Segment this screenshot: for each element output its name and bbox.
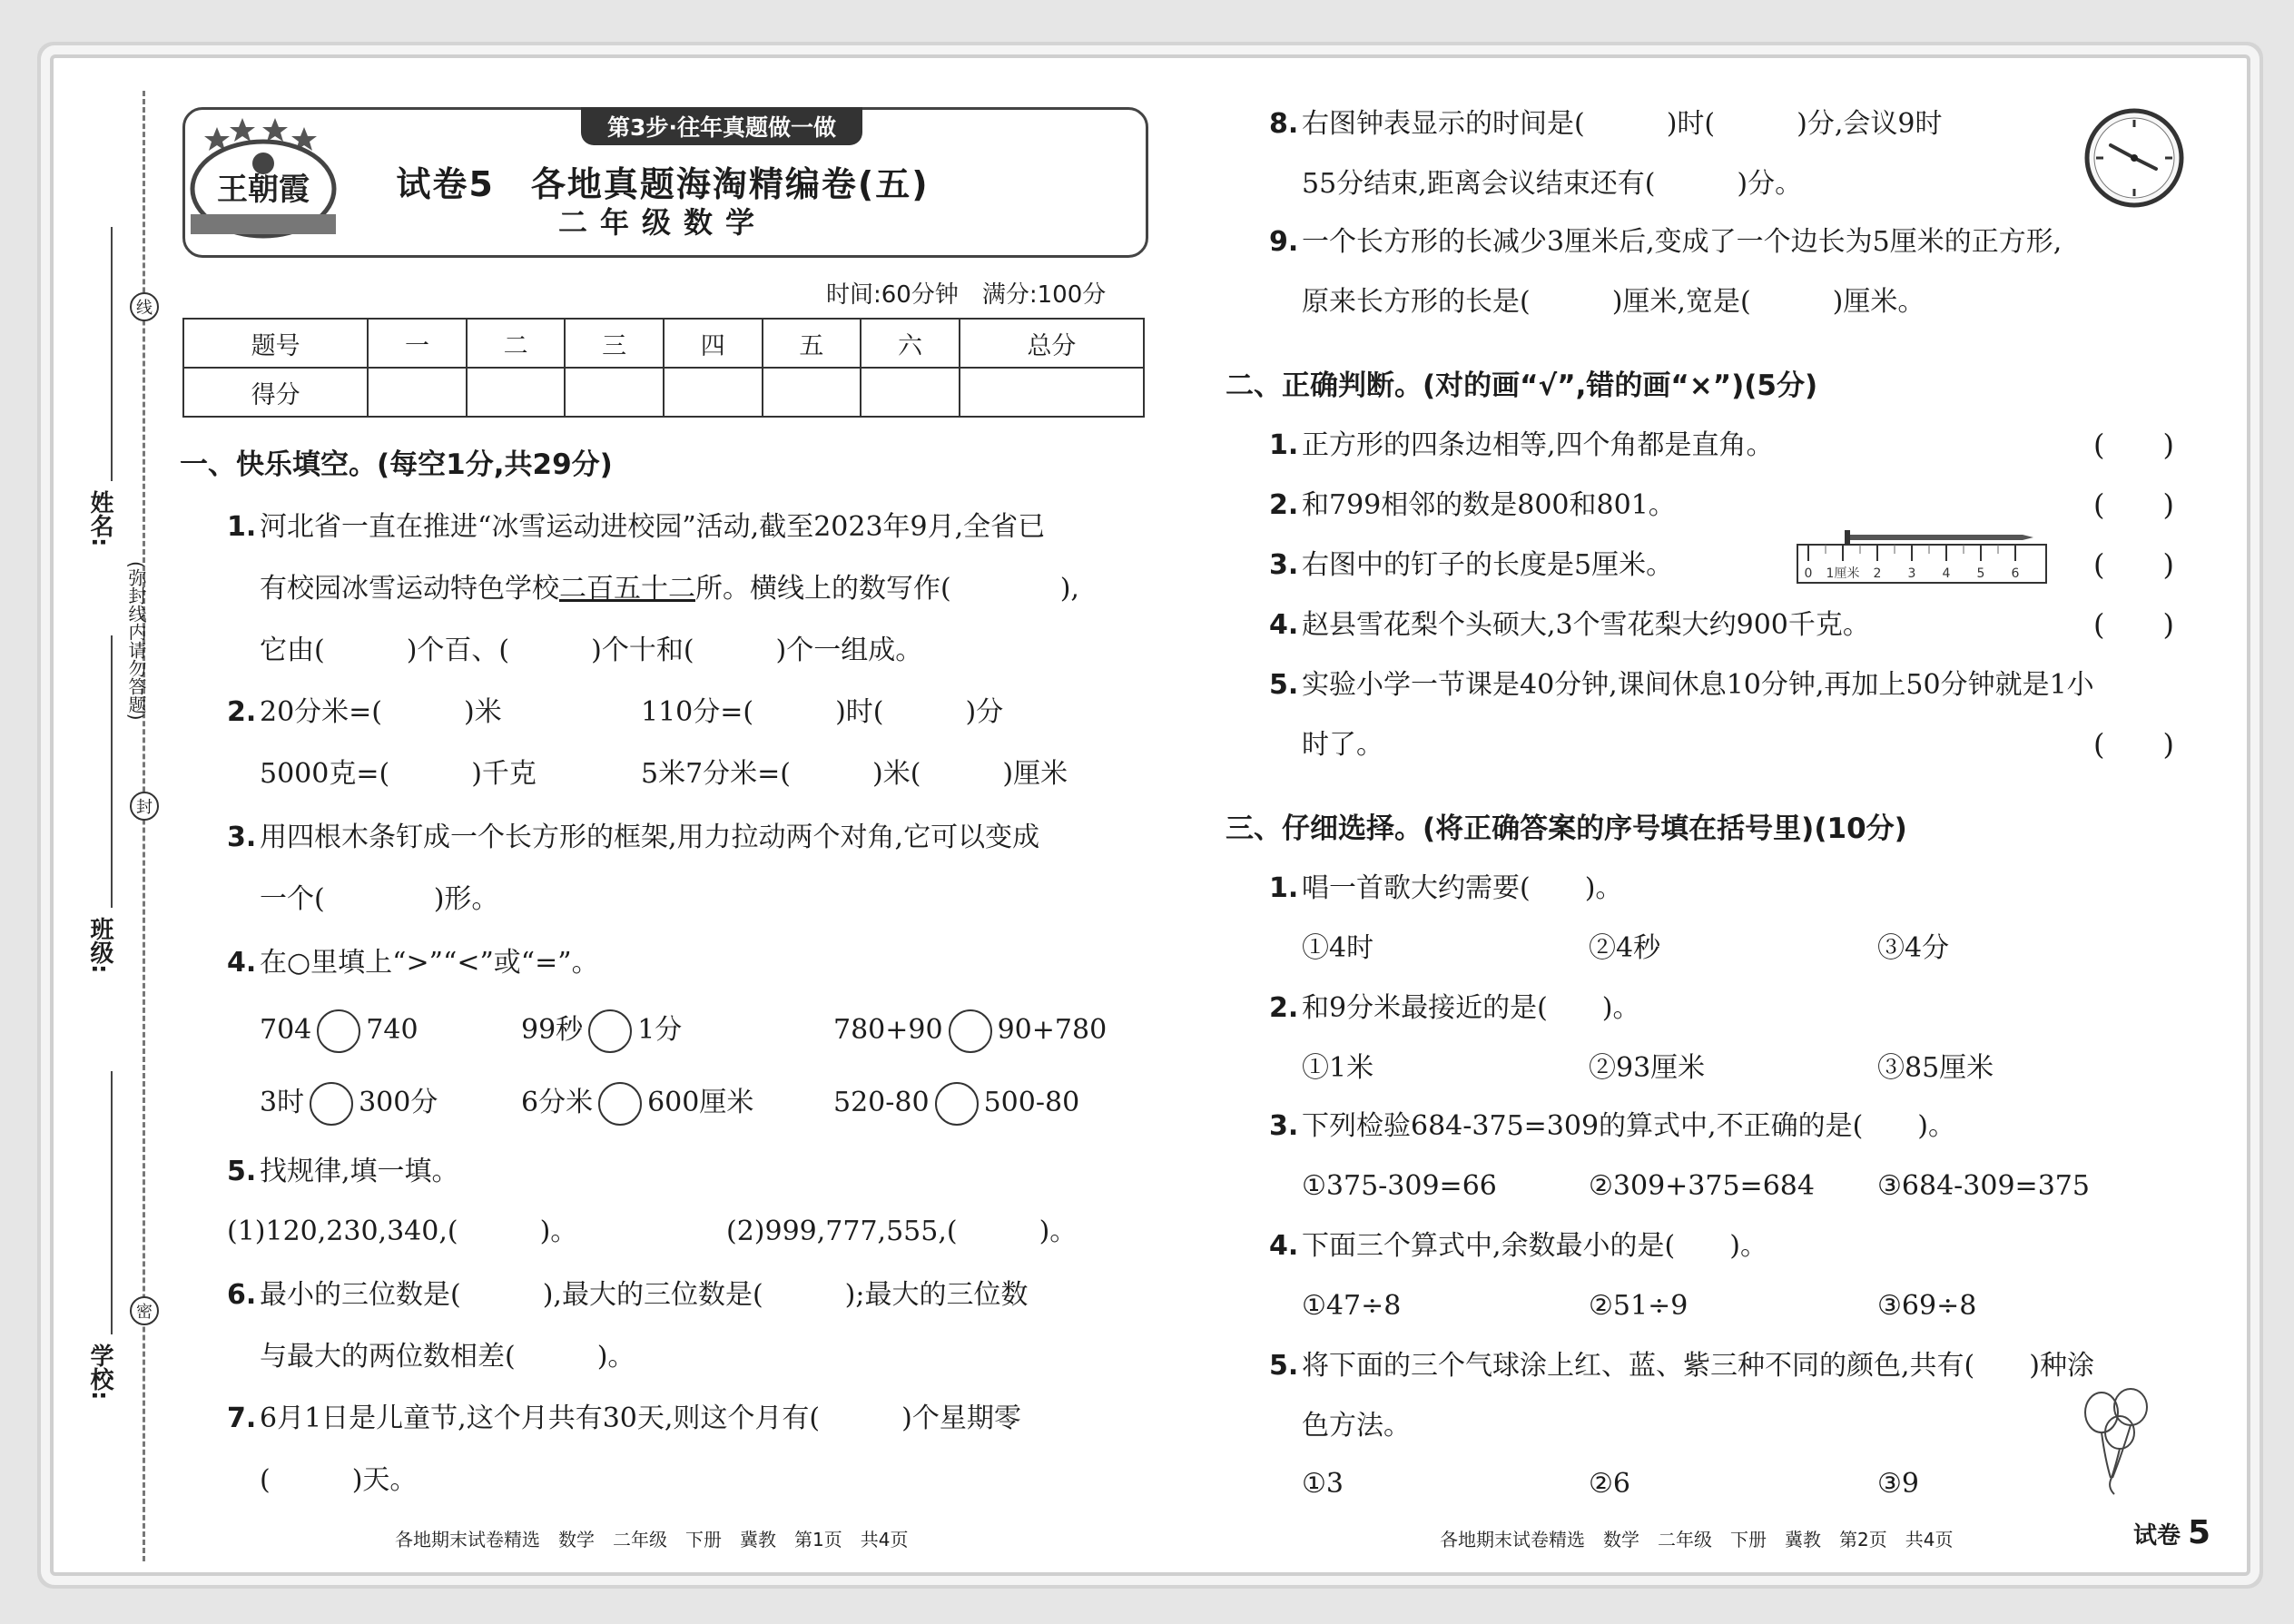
judge-2-text: 和799相邻的数是800和801。 (1302, 489, 1676, 521)
section2-heading: 二、正确判断。(对的画“√”,错的画“×”)(5分) (1226, 369, 1818, 402)
ruler-nail-figure (1796, 525, 2050, 586)
class-label: 班级: (86, 917, 113, 974)
section3-heading: 三、仔细选择。(将正确答案的序号填在括号里)(10分) (1226, 812, 1907, 845)
judge-4-answer[interactable]: ( ) (2093, 607, 2174, 642)
ruler-label: 1厘米 (1826, 566, 1860, 581)
choice-option[interactable]: ②93厘米 (1589, 1052, 1706, 1084)
q1-underlined-number: 二百五十二 (559, 573, 695, 605)
footer-right: 各地期末试卷精选 数学 二年级 下册 冀教 第2页 共4页 (1440, 1529, 1954, 1550)
choice-option[interactable]: ③4分 (1877, 932, 1950, 964)
q4-intro: 在○里填上“>”“<”或“=”。 (260, 947, 599, 979)
q1-number: 1. (227, 511, 257, 543)
choice-option[interactable]: ①4时 (1302, 932, 1374, 964)
q9-line1: 一个长方形的长减少3厘米后,变成了一个边长为5厘米的正方形, (1302, 226, 2063, 258)
step-tab: 第3步·往年真题做一做 (581, 107, 862, 145)
q5-intro: 找规律,填一填。 (260, 1156, 459, 1187)
table-header: 总分 (960, 319, 1144, 368)
q1-line2: 有校园冰雪运动特色学校二百五十二所。横线上的数写作( ), (260, 573, 1079, 605)
paper-badge: 试卷 5 (2133, 1514, 2211, 1551)
choice-3-number: 3. (1269, 1110, 1299, 1142)
score-cell[interactable] (960, 368, 1144, 417)
ruler-label: 5 (1976, 566, 1985, 581)
name-label: 姓名: (86, 490, 113, 547)
judge-5-line2: 时了。 (1302, 729, 1383, 761)
choice-1-text: 唱一首歌大约需要( )。 (1302, 872, 1623, 904)
compare-circle[interactable] (317, 1009, 360, 1053)
choice-option[interactable]: ②51÷9 (1589, 1290, 1689, 1322)
table-header: 六 (861, 319, 960, 368)
score-cell[interactable] (861, 368, 960, 417)
clock-icon (2083, 107, 2185, 209)
balloons-icon (2074, 1387, 2165, 1496)
q7-line1: 6月1日是儿童节,这个月共有30天,则这个月有( )个星期零 (260, 1403, 1021, 1434)
q6-line1: 最小的三位数是( ),最大的三位数是( );最大的三位数 (260, 1279, 1029, 1311)
choice-5-number: 5. (1269, 1350, 1299, 1382)
choice-4-number: 4. (1269, 1230, 1299, 1262)
name-field[interactable] (111, 227, 113, 481)
q5-a: (1)120,230,340,( )。 (227, 1216, 578, 1247)
q4-item: 520-80 500-80 (833, 1082, 1079, 1126)
choice-2-number: 2. (1269, 992, 1299, 1024)
judge-5-answer[interactable]: ( ) (2093, 727, 2174, 762)
compare-circle[interactable] (588, 1009, 632, 1053)
judge-2-number: 2. (1269, 489, 1299, 521)
score-table (182, 318, 1145, 418)
choice-option[interactable]: ③85厘米 (1877, 1052, 1994, 1084)
judge-4-text: 赵县雪花梨个头硕大,3个雪花梨大约900千克。 (1302, 609, 1870, 641)
q4-item: 99秒 1分 (521, 1009, 682, 1053)
choice-option[interactable]: ①47÷8 (1302, 1290, 1402, 1322)
table-header: 二 (467, 319, 566, 368)
choice-3-text: 下列检验684-375=309的算式中,不正确的是( )。 (1302, 1110, 1955, 1142)
choice-5-line1: 将下面的三个气球涂上红、蓝、紫三种不同的颜色,共有( )种涂 (1302, 1350, 2094, 1382)
score-cell[interactable] (368, 368, 467, 417)
choice-1-number: 1. (1269, 872, 1299, 904)
table-header: 题号 (183, 319, 368, 368)
q5-number: 5. (227, 1156, 257, 1187)
q2-a: 20分米=( )米 (260, 696, 502, 728)
q4-item: 704 740 (260, 1009, 418, 1053)
table-header: 四 (664, 319, 763, 368)
q3-number: 3. (227, 822, 257, 853)
compare-circle[interactable] (598, 1082, 642, 1126)
judge-1-text: 正方形的四条边相等,四个角都是直角。 (1302, 429, 1774, 461)
school-field[interactable] (111, 1071, 113, 1334)
q4-item: 6分米 600厘米 (521, 1082, 753, 1126)
choice-5-line2: 色方法。 (1302, 1410, 1411, 1442)
choice-4-text: 下面三个算式中,余数最小的是( )。 (1302, 1230, 1767, 1262)
q9-line2: 原来长方形的长是( )厘米,宽是( )厘米。 (1302, 286, 1925, 318)
q8-line2: 55分结束,距离会议结束还有( )分。 (1302, 168, 1803, 200)
logo-text: 王朝霞 (217, 172, 310, 208)
q9-number: 9. (1269, 226, 1299, 258)
paper-title: 试卷5 各地真题海淘精编卷(五) (396, 164, 930, 204)
class-field[interactable] (111, 635, 113, 908)
q7-line2: ( )天。 (260, 1464, 418, 1496)
ruler-label: 2 (1873, 566, 1882, 581)
q6-line2: 与最大的两位数相差( )。 (260, 1341, 635, 1373)
q2-d: 5米7分米=( )米( )厘米 (641, 758, 1068, 790)
q8-line1: 右图钟表显示的时间是( )时( )分,会议9时 (1302, 108, 1943, 140)
table-row (183, 368, 1144, 417)
score-cell[interactable] (467, 368, 566, 417)
choice-option[interactable]: ①1米 (1302, 1052, 1374, 1084)
choice-option[interactable]: ①3 (1302, 1468, 1344, 1500)
judge-2-answer[interactable]: ( ) (2093, 487, 2174, 522)
seal-mark-seal: 封 (130, 792, 159, 821)
q3-line1: 用四根木条钉成一个长方形的框架,用力拉动两个对角,它可以变成 (260, 822, 1040, 853)
q5-b: (2)999,777,555,( )。 (726, 1216, 1078, 1247)
school-label: 学校: (86, 1343, 113, 1401)
ruler-label: 0 (1804, 566, 1813, 581)
compare-circle[interactable] (935, 1082, 979, 1126)
choice-2-text: 和9分米最接近的是( )。 (1302, 992, 1640, 1024)
q6-number: 6. (227, 1279, 257, 1311)
q3-line2: 一个( )形。 (260, 883, 499, 915)
choice-option[interactable]: ③9 (1877, 1468, 1919, 1500)
section1-heading: 一、快乐填空。(每空1分,共29分) (180, 448, 613, 481)
judge-5-number: 5. (1269, 669, 1299, 701)
choice-option[interactable]: ③69÷8 (1877, 1290, 1977, 1322)
q2-number: 2. (227, 696, 257, 728)
ruler-label: 3 (1907, 566, 1916, 581)
q2-c: 5000克=( )千克 (260, 758, 537, 790)
judge-4-number: 4. (1269, 609, 1299, 641)
footer-left: 各地期末试卷精选 数学 二年级 下册 冀教 第1页 共4页 (395, 1529, 909, 1550)
table-header: 一 (368, 319, 467, 368)
time-info: 时间:60分钟 满分:100分 (826, 281, 1107, 309)
compare-circle[interactable] (949, 1009, 992, 1053)
judge-5-text: 实验小学一节课是40分钟,课间休息10分钟,再加上50分钟就是1小 (1302, 669, 2094, 701)
ruler-label: 4 (1942, 566, 1951, 581)
ruler-label: 6 (2011, 566, 2020, 581)
choice-option[interactable]: ②4秒 (1589, 932, 1661, 964)
judge-3-number: 3. (1269, 549, 1299, 581)
table-header: 三 (565, 319, 664, 368)
q4-number: 4. (227, 947, 257, 979)
choice-option[interactable]: ②309+375=684 (1589, 1170, 1815, 1202)
compare-circle[interactable] (310, 1082, 353, 1126)
score-cell[interactable] (565, 368, 664, 417)
q1-line1: 河北省一直在推进“冰雪运动进校园”活动,截至2023年9月,全省已 (260, 511, 1046, 543)
q4-item: 780+90 90+780 (833, 1009, 1107, 1053)
q4-item: 3时 300分 (260, 1082, 438, 1126)
judge-1-number: 1. (1269, 429, 1299, 461)
score-row-label: 得分 (183, 368, 368, 417)
judge-3-answer[interactable]: ( ) (2093, 547, 2174, 582)
q8-number: 8. (1269, 108, 1299, 140)
choice-option[interactable]: ③684-309=375 (1877, 1170, 2090, 1202)
judge-3-text: 右图中的钉子的长度是5厘米。 (1302, 549, 1674, 581)
judge-1-answer[interactable]: ( ) (2093, 428, 2174, 462)
table-row (183, 319, 1144, 368)
paper-subtitle: 二年级数学 (557, 205, 767, 240)
score-cell[interactable] (763, 368, 861, 417)
score-cell[interactable] (664, 368, 763, 417)
choice-option[interactable]: ①375-309=66 (1302, 1170, 1497, 1202)
table-header: 五 (763, 319, 861, 368)
q7-number: 7. (227, 1403, 257, 1434)
seal-notice: (弥封线内请勿答题) (125, 561, 147, 721)
seal-mark-line: 线 (130, 292, 159, 321)
choice-option[interactable]: ②6 (1589, 1468, 1630, 1500)
q2-b: 110分=( )时( )分 (641, 696, 1004, 728)
q1-line3: 它由( )个百、( )个十和( )个一组成。 (260, 635, 923, 666)
seal-mark-secret: 密 (130, 1296, 159, 1325)
